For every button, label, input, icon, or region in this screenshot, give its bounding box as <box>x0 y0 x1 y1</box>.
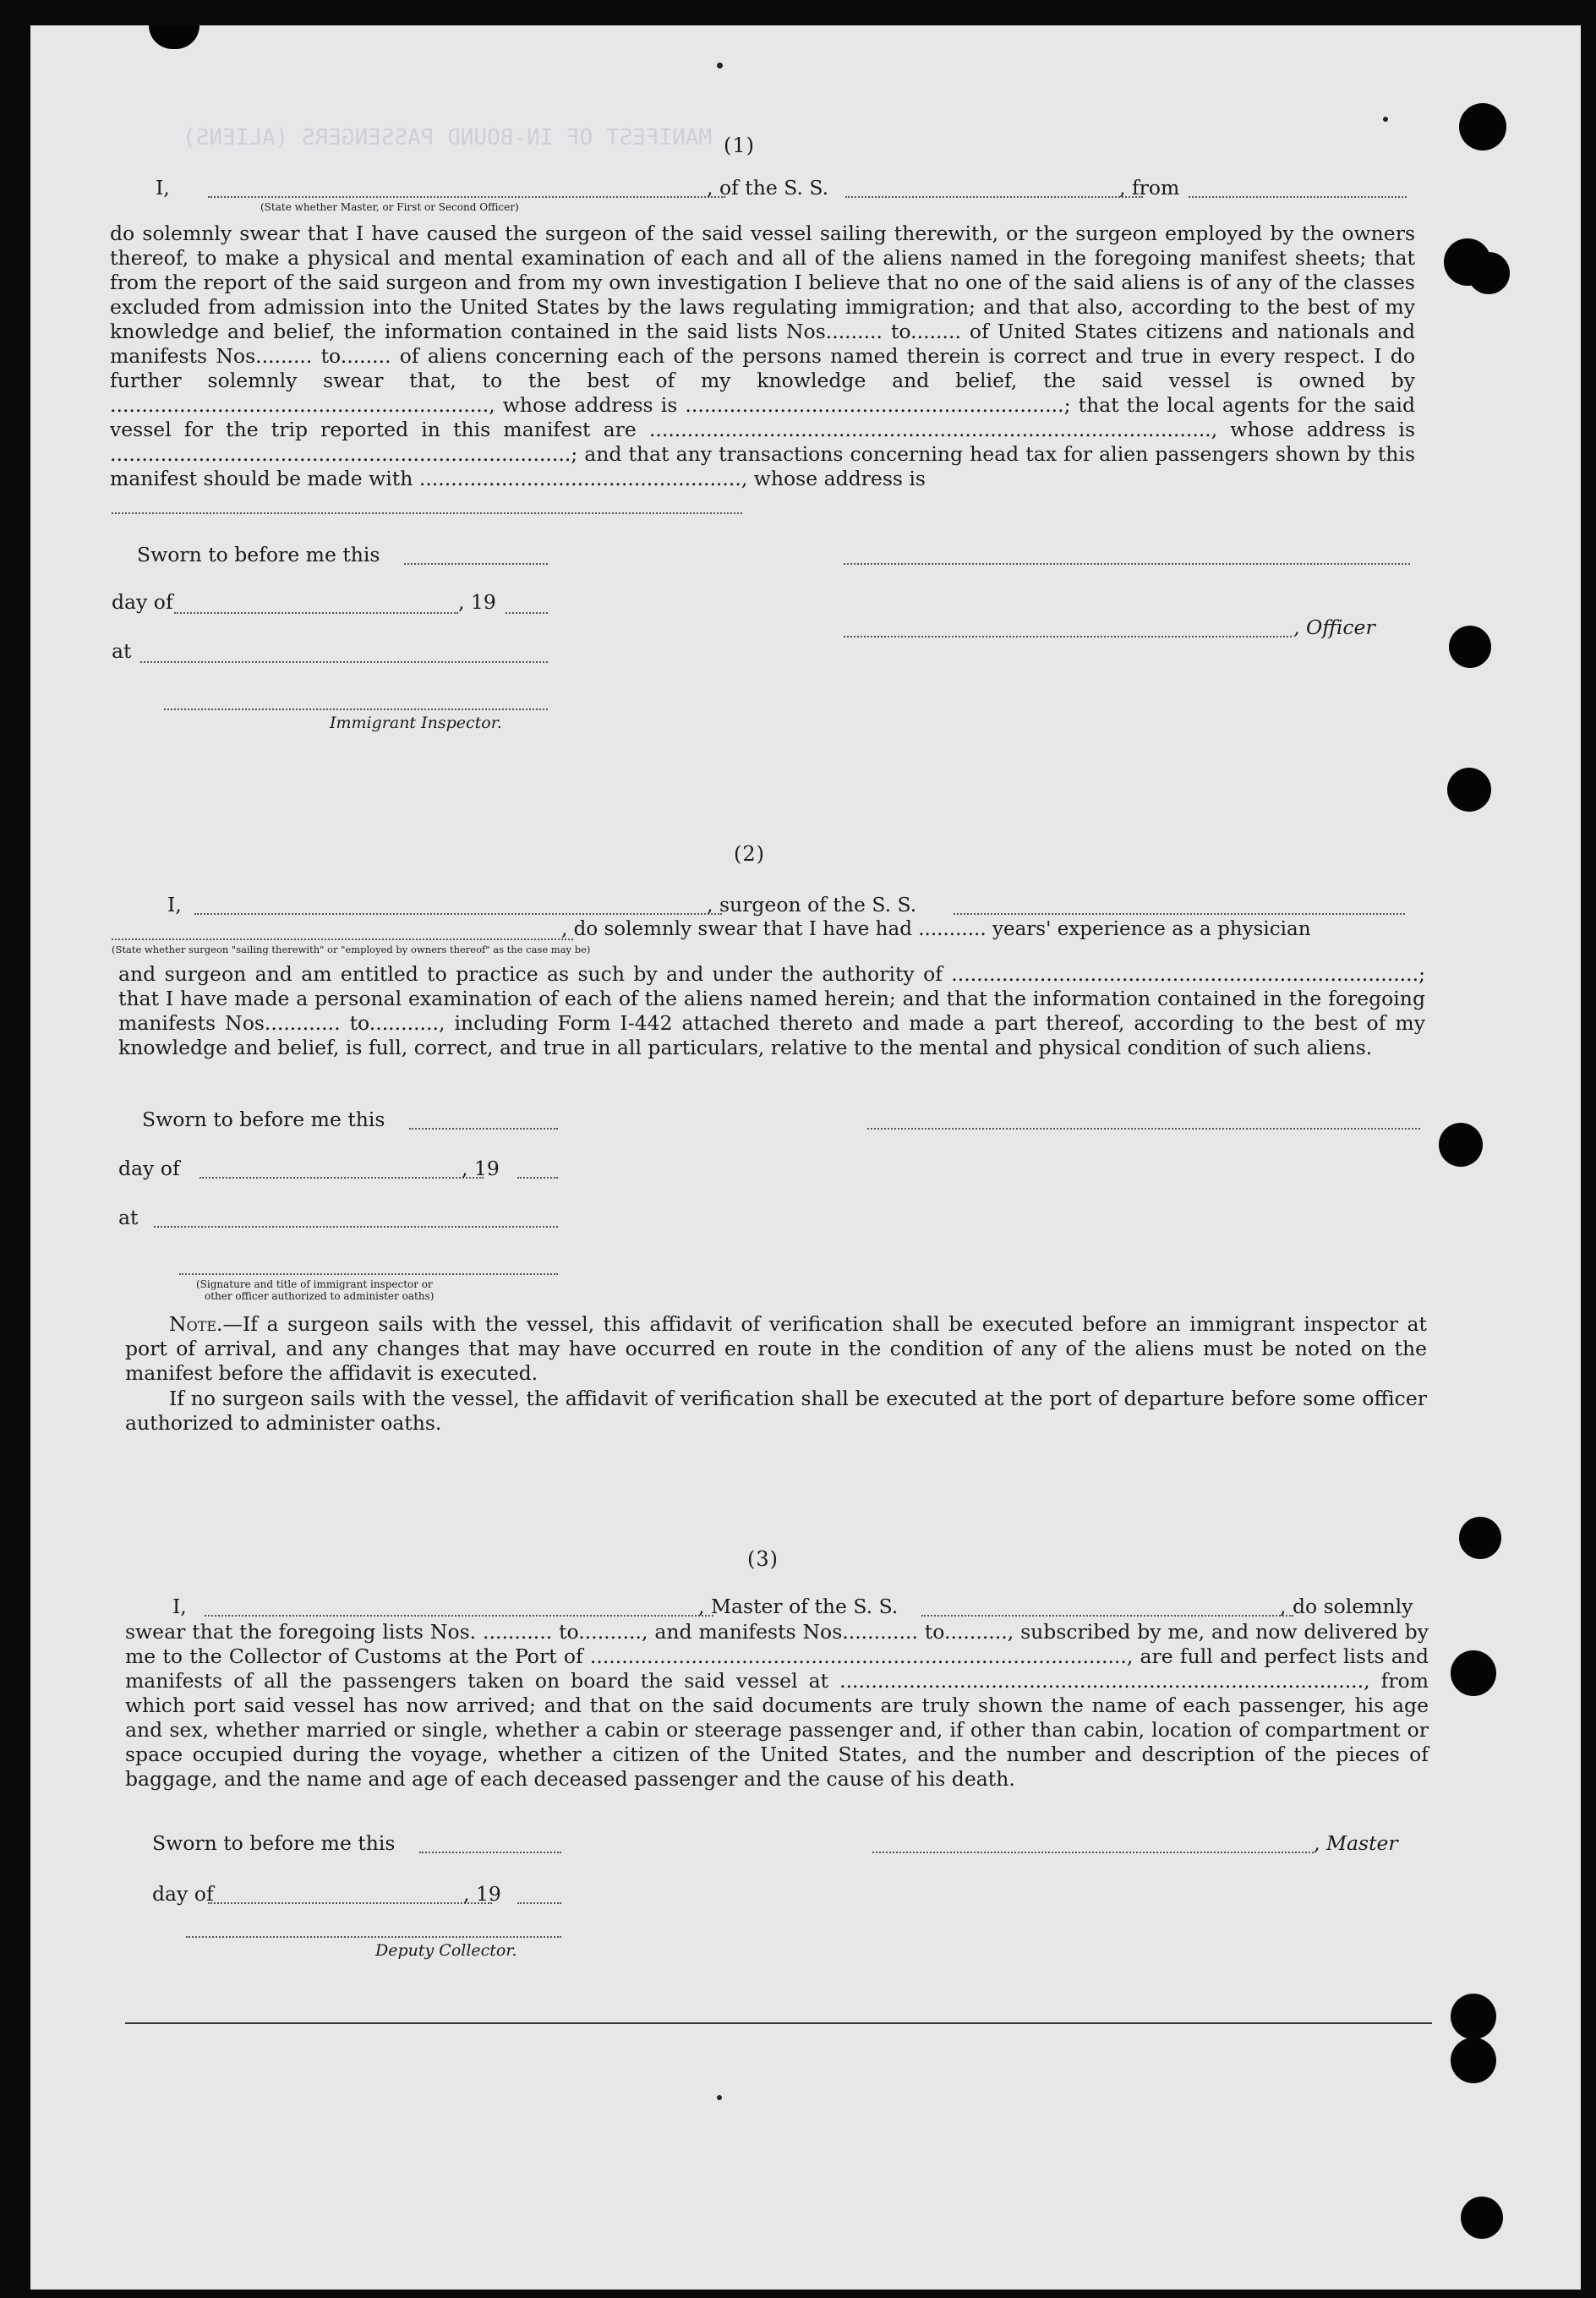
section-2-opening: I, <box>167 893 182 916</box>
sworn-label-1: Sworn to before me this <box>137 543 380 566</box>
surgeon-name-field[interactable] <box>194 913 722 915</box>
note-text-1: —If a surgeon sails with the vessel, this affidavit of verification shall be executed before an immigrant inspector at port of arrival, and any changes that may have occurred en route in the condition of any of the aliens must be noted on the manifest before the affidavit is executed. <box>125 1312 1427 1385</box>
note-paragraph-1 <box>125 1312 1427 1386</box>
section-3-number: (3) <box>747 1547 779 1571</box>
section-1-opening <box>156 176 170 200</box>
year-label-3: , 19 <box>463 1882 501 1906</box>
collector-caption: Deputy Collector. <box>375 1941 517 1960</box>
year-label-1: , 19 <box>458 590 496 614</box>
surgeon-type-field[interactable] <box>112 938 573 940</box>
sworn-label-2: Sworn to before me this <box>142 1108 385 1131</box>
section-2-body: and surgeon and am entitled to practice as such by and under the authority of ..........................................................................; that I have made a personal examination of each of the aliens named herein; and that the information contained in the foregoing manifests Nos............ to..........., including Form I-442 attached thereto and made a part thereof, according to the best of my knowledge and belief, is full, correct, and true in all particulars, relative to the mental and physical condition of such aliens. <box>118 962 1425 1059</box>
surgeon-vessel-field[interactable] <box>954 913 1405 915</box>
ink-speck <box>717 2095 722 2100</box>
ink-blot <box>149 25 200 49</box>
year-field-3[interactable] <box>517 1902 561 1904</box>
sworn-label-3: Sworn to before me this <box>152 1831 396 1855</box>
administering-officer-signature-field[interactable] <box>179 1273 558 1275</box>
surgeon-signature-field[interactable] <box>867 1128 1420 1130</box>
punch-hole <box>1459 103 1506 150</box>
master-name-field[interactable] <box>205 1615 713 1617</box>
note-paragraph-2: If no surgeon sails with the vessel, the affidavit of verification shall be executed at the port of departure before some officer authorized to administer oaths. <box>125 1387 1427 1435</box>
year-label-2: , 19 <box>462 1157 500 1180</box>
from-label: , from <box>1119 176 1180 200</box>
at-label-1: at <box>112 639 132 663</box>
punch-hole <box>1461 2197 1503 2239</box>
sworn-date-field-2[interactable] <box>409 1128 558 1130</box>
master-vessel-field[interactable] <box>921 1615 1293 1617</box>
section-1-number: (1) <box>724 134 755 157</box>
sig-caption-line-1: (Signature and title of immigrant inspector or <box>196 1278 433 1290</box>
sig-caption-line-2: other officer authorized to administer oaths) <box>205 1290 435 1302</box>
day-of-label-1: day of <box>112 590 173 614</box>
inspector-signature-field[interactable] <box>164 709 548 710</box>
master-signature-field[interactable] <box>872 1852 1314 1853</box>
day-of-label-3: day of <box>152 1882 214 1906</box>
year-field-1[interactable] <box>506 612 548 614</box>
officer-rank-caption: (State whether Master, or First or Second Officer) <box>260 201 519 213</box>
at-place-field-2[interactable] <box>154 1226 558 1228</box>
punch-hole <box>1459 1517 1501 1559</box>
punch-hole <box>1439 1123 1483 1167</box>
at-label-2: at <box>118 1206 139 1229</box>
officer-label: , Officer <box>1293 616 1375 639</box>
sworn-date-field-3[interactable] <box>419 1852 561 1853</box>
final-address-field[interactable] <box>112 512 742 514</box>
section-2-number: (2) <box>734 842 765 866</box>
master-of-ss-label: , Master of the S. S. <box>698 1595 899 1618</box>
ink-speck <box>1383 117 1388 122</box>
punch-hole <box>1451 1994 1496 2039</box>
officer-signature-top-field[interactable] <box>844 563 1410 565</box>
departure-port-field[interactable] <box>1189 196 1407 198</box>
punch-hole <box>1447 768 1491 812</box>
of-ss-label: , of the S. S. <box>707 176 829 200</box>
do-solemnly-label: , do solemnly <box>1280 1595 1413 1618</box>
day-of-field-2[interactable] <box>200 1177 484 1179</box>
sworn-date-field-1[interactable] <box>404 563 548 565</box>
officer-signature-field[interactable] <box>844 636 1292 637</box>
day-of-field-1[interactable] <box>174 612 458 614</box>
ink-speck <box>717 63 723 68</box>
surgeon-of-ss-label: , surgeon of the S. S. <box>707 893 917 916</box>
show-through-text: MANIFEST OF IN-BOUND PASSENGERS (ALIENS) <box>183 125 713 150</box>
punch-hole <box>1449 626 1491 668</box>
opening-pronoun: I, <box>156 176 170 200</box>
collector-signature-field[interactable] <box>186 1936 561 1938</box>
surgeon-type-caption: (State whether surgeon "sailing therewith" or "employed by owners thereof" as the case may be) <box>112 944 591 955</box>
punch-hole <box>1468 252 1510 294</box>
section-3-body: swear that the foregoing lists Nos. ........... to.........., and manifests Nos............ to.........., subscribed by me, and now delivered by me to the Collector of Customs at the Port of ....................................................................................., are full and perfect lists and manifests of all the passengers taken on board the said vessel at ..................................................................................., from which port said vessel has now arrived; and that on the said documents are truly shown the name of each passenger, his age and sex, whether married or single, whether a cabin or steerage passenger and, if other than cabin, location of compartment or space occupied during the voyage, whether a citizen of the United States, and the number and description of the pieces of baggage, and the name and age of each deceased passenger and the cause of his death. <box>125 1620 1429 1791</box>
section-1-body: do solemnly swear that I have caused the surgeon of the said vessel sailing therewith, or the surgeon employed by the owners thereof, to make a physical and mental examination of each and all of the aliens named in the foregoing manifest sheets; that from the report of the said surgeon and from my own investigation I believe that no one of the said aliens is of any of the classes excluded from admission into the United States by the laws regulating immigration; and that also, according to the best of my knowledge and belief, the information contained in the said lists Nos......... to........ of United States citizens and nationals and manifests Nos......... to........ of aliens concerning each of the persons named therein is correct and true in every respect. I do further solemnly swear that, to the best of my knowledge and belief, the said vessel is owned by ............................................................, whose address is ............................................................; that the local agents for the said vessel for the trip reported in this manifest are ........................................................................................., whose address is .........................................................................; and that any transactions concerning head tax for alien passengers shown by this manifest should be made with ..................................................., whose address is <box>110 222 1415 490</box>
footer-rule <box>125 2022 1432 2024</box>
punch-hole <box>1451 2038 1496 2083</box>
punch-hole <box>1451 1650 1496 1696</box>
at-place-field-1[interactable] <box>140 661 548 663</box>
officer-rank-field[interactable] <box>208 196 725 198</box>
day-of-label-2: day of <box>118 1157 180 1180</box>
section-3-opening: I, <box>172 1595 187 1618</box>
day-of-field-3[interactable] <box>208 1902 492 1904</box>
form-page <box>30 25 1581 2290</box>
vessel-name-field[interactable] <box>845 196 1143 198</box>
surgeon-swear-line: , do solemnly swear that I have had ........... years' experience as a physician <box>561 918 1311 940</box>
inspector-caption: Immigrant Inspector. <box>330 714 502 732</box>
year-field-2[interactable] <box>517 1177 558 1179</box>
note-label: Note. <box>169 1312 223 1336</box>
master-label: , Master <box>1314 1831 1398 1855</box>
